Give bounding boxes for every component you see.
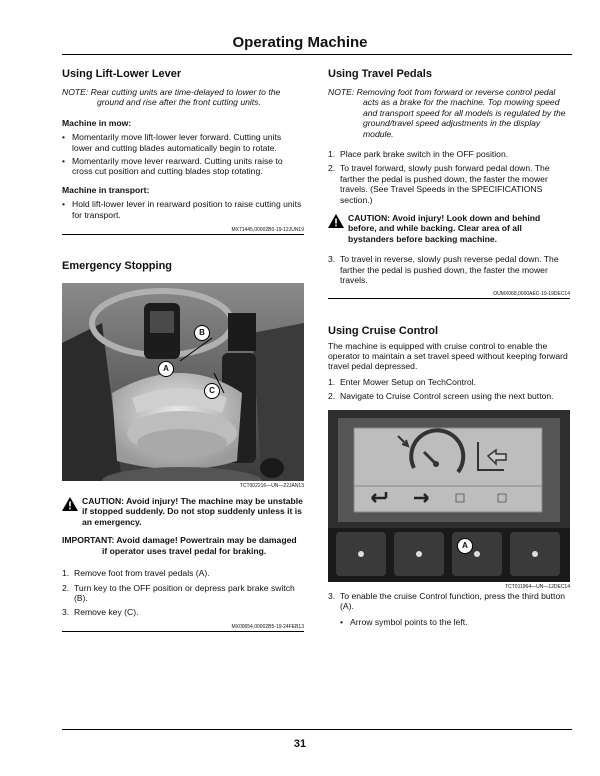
left-column [62, 68, 304, 632]
mow-bullets [62, 132, 304, 177]
step-text: Navigate to Cruise Control screen using the next button. [340, 391, 554, 402]
list-item [62, 583, 304, 604]
emergency-heading: Emergency Stopping [62, 260, 173, 273]
footer-rule [62, 729, 572, 730]
step-number: 3. [328, 254, 336, 265]
lift-note: NOTE: Rear cutting units are time-delayed to lower to the ground and rise after the front cutting units. [62, 87, 281, 108]
travel-reference: OUMX068,0000AEC-19-19DEC14 [328, 291, 570, 299]
lift-reference: MX71445,00002B0-19-12JUN19 [62, 227, 304, 235]
list-item [328, 149, 570, 159]
list-item: • Momentarily move lift-lower lever forward. Cutting units lower and cutting blades automatically begin to rotate. [62, 132, 304, 153]
step-text: Enter Mower Setup on TechControl. [340, 376, 476, 387]
cruise-intro: The machine is equipped with cruise control to enable the operator to maintain a set travel speed without keeping forward travel pedal depressed. [328, 340, 568, 372]
cruise-bullets [340, 617, 570, 627]
list-item [328, 377, 570, 387]
list-item [62, 568, 304, 578]
emergency-reference: MX00654,00002B5-19-24FEB13 [62, 624, 304, 632]
callout-a: A [457, 538, 473, 554]
caution-block [62, 496, 304, 527]
travel-note: NOTE: Removing foot from forward or reverse control pedal acts as a brake for the machine. Top mowing speed and transport speed for all models is regulated by the ground/travel speed adjustments in the display module. [328, 87, 566, 139]
caution-text: CAUTION: Avoid injury! The machine may be unstable if stopped suddenly. Do not stop suddenly unless it is an emergency. [82, 496, 303, 527]
list-item [328, 163, 570, 205]
callout-c: C [204, 383, 220, 399]
photo-caption: TCT002216—UN—22JAN13 [239, 483, 304, 490]
travel-steps-continued [328, 254, 570, 285]
travel-steps [328, 149, 570, 205]
important-text: IMPORTANT: Avoid damage! Powertrain may be damaged if operator uses travel pedal for braking. [62, 535, 297, 556]
header-rule [62, 54, 572, 55]
right-column [328, 68, 570, 631]
step-number: 1. [328, 376, 336, 387]
list-item [328, 254, 570, 285]
list-item: • Momentarily move lever rearward. Cutting units raise to cross cut position and cutting blades stop rotating. [62, 156, 304, 177]
list-item [328, 391, 570, 401]
step-text: Remove foot from travel pedals (A). [74, 568, 210, 579]
step-number: 2. [62, 582, 70, 593]
warning-icon [328, 214, 344, 228]
step-number: 2. [328, 163, 336, 174]
step-text: Turn key to the OFF position or depress park brake switch (B). [74, 582, 295, 603]
travel-pedals-heading: Using Travel Pedals [328, 68, 432, 80]
display-caption: TCT011964—UN—12DEC14 [505, 583, 570, 590]
page-title: Operating Machine [232, 34, 368, 51]
display-module-photo [328, 410, 570, 582]
list-item [62, 607, 304, 617]
transport-bullets [62, 199, 304, 220]
warning-icon [62, 497, 78, 511]
operator-seat-illustration [62, 283, 304, 481]
step-text: To travel in reverse, slowly push reverse pedal down. The farther the pedal is pushed down, the faster the mower travels. [340, 254, 559, 286]
step-number: 2. [328, 391, 336, 402]
step-text: To enable the cruise Control function, press the third button (A). [340, 590, 566, 611]
emergency-steps [62, 568, 304, 618]
caution-text: CAUTION: Avoid injury! Look down and behind before, and while backing. Clear area of all bystanders before backing machine. [348, 213, 541, 244]
cruise-steps-continued [328, 591, 570, 612]
lift-lower-heading: Using Lift-Lower Lever [62, 68, 182, 80]
display-module-illustration [328, 410, 570, 582]
step-text: Place park brake switch in the OFF position. [340, 149, 509, 160]
operator-seat-photo [62, 283, 304, 481]
page-number: 31 [293, 738, 307, 750]
step-number: 1. [328, 149, 336, 160]
transport-heading: Machine in transport: [62, 184, 150, 195]
callout-b: B [194, 325, 210, 341]
mow-heading: Machine in mow: [62, 117, 132, 128]
list-item [328, 591, 570, 612]
step-number: 1. [62, 568, 70, 579]
caution-block [328, 213, 570, 244]
step-text: Remove key (C). [74, 607, 139, 618]
list-item: • Arrow symbol points to the left. [340, 617, 570, 627]
cruise-steps [328, 377, 570, 402]
cruise-control-heading: Using Cruise Control [328, 324, 439, 337]
list-item: • Hold lift-lower lever in rearward position to raise cutting units for transport. [62, 199, 304, 220]
callout-a: A [158, 361, 174, 377]
step-text: To travel forward, slowly push forward pedal down. The farther the pedal is pushed down, the faster the mower travels. (See Travel Speeds in the SPECIFICATIONS section.) [340, 163, 550, 205]
step-number: 3. [328, 590, 336, 601]
step-number: 3. [62, 607, 70, 618]
